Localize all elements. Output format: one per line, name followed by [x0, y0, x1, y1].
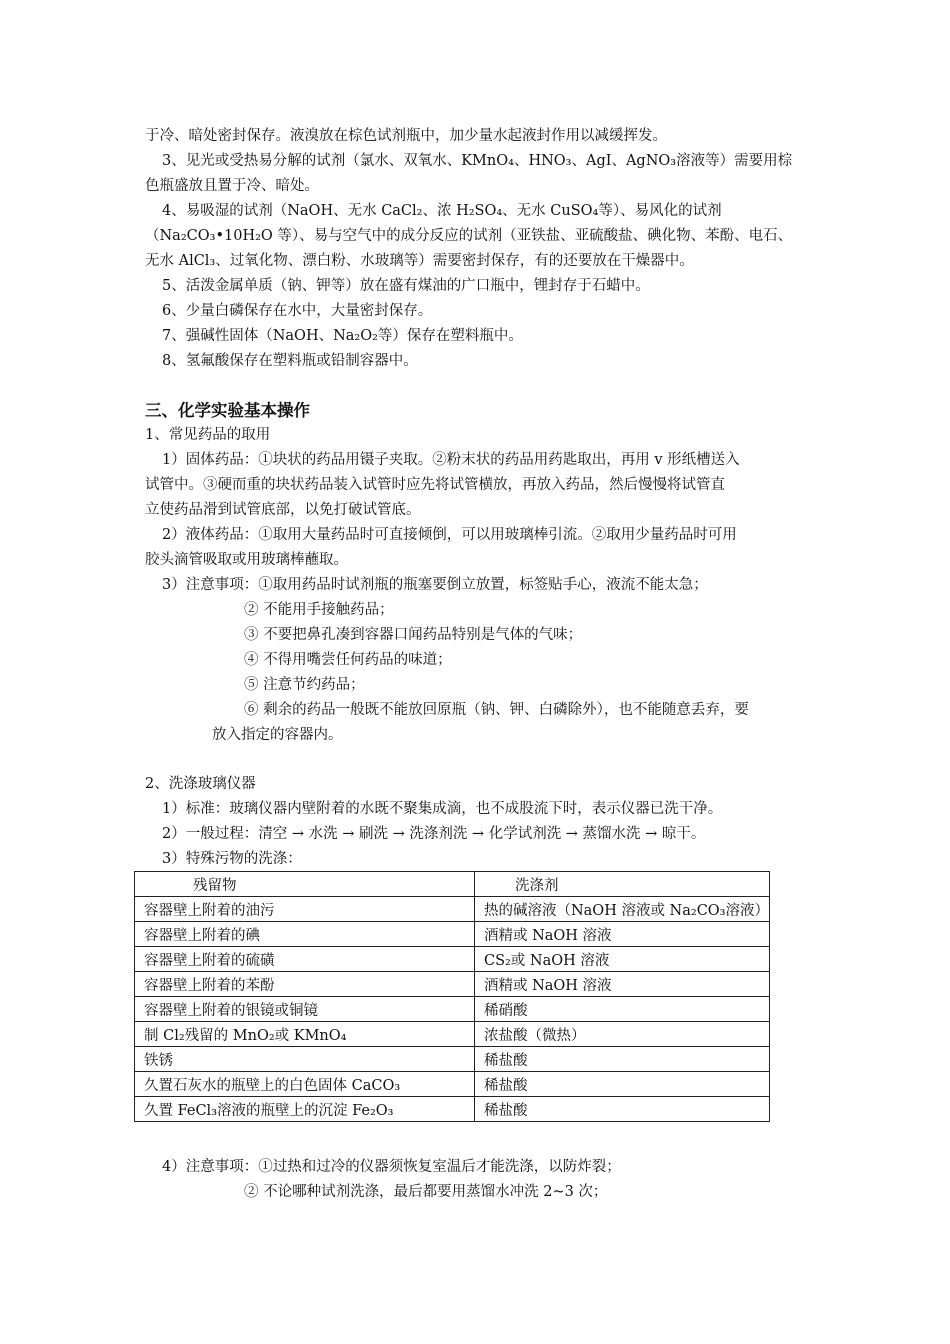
table-row [135, 1072, 770, 1097]
table-cell-residue: 铁锈 [135, 1047, 475, 1072]
table-row [135, 1047, 770, 1072]
text-line: 2）液体药品：①取用大量药品时可直接倾倒，可以用玻璃棒引流。②取用少量药品时可用 [162, 527, 737, 543]
text-line: 2）一般过程：清空 → 水洗 → 刷洗 → 洗涤剂洗 → 化学试剂洗 → 蒸馏水洗 → 晾干。 [162, 826, 706, 842]
text-line: 1）固体药品：①块状的药品用镊子夹取。②粉末状的药品用药匙取出，再用 v 形纸槽送入 [162, 452, 740, 468]
text-line: 8、氢氟酸保存在塑料瓶或铅制容器中。 [162, 353, 418, 369]
subsection-title: 2、洗涤玻璃仪器 [145, 776, 256, 792]
table-row [135, 947, 770, 972]
table-header-detergent: 洗涤剂 [474, 872, 769, 897]
table-cell-residue: 容器壁上附着的油污 [135, 897, 475, 922]
table-row [135, 997, 770, 1022]
subsection-title: 1、常见药品的取用 [145, 427, 271, 443]
text-line: ④ 不得用嘴尝任何药品的味道； [244, 652, 452, 668]
text-line: ⑥ 剩余的药品一般既不能放回原瓶（钠、钾、白磷除外），也不能随意丢弃，要 [244, 702, 749, 718]
text-line: 3）注意事项：①取用药品时试剂瓶的瓶塞要倒立放置，标签贴手心，液流不能太急； [162, 577, 708, 593]
text-line: 试管中。③硬而重的块状药品装入试管时应先将试管横放，再放入药品，然后慢慢将试管直 [145, 477, 725, 493]
table-cell-residue: 制 Cl₂残留的 MnO₂或 KMnO₄ [135, 1022, 475, 1047]
table-cell-detergent: 酒精或 NaOH 溶液 [474, 922, 769, 947]
table-row [135, 972, 770, 997]
washing-table [134, 871, 770, 1122]
table-row [135, 922, 770, 947]
table-cell-detergent: 稀盐酸 [474, 1097, 769, 1122]
table-cell-detergent: CS₂或 NaOH 溶液 [474, 947, 769, 972]
table-cell-residue: 久置 FeCl₃溶液的瓶壁上的沉淀 Fe₂O₃ [135, 1097, 475, 1122]
table-cell-detergent: 稀盐酸 [474, 1047, 769, 1072]
text-line: 4）注意事项：①过热和过冷的仪器须恢复室温后才能洗涤，以防炸裂； [162, 1159, 621, 1175]
text-line: 7、强碱性固体（NaOH、Na₂O₂等）保存在塑料瓶中。 [162, 328, 523, 344]
table-row [135, 1097, 770, 1122]
table-cell-residue: 容器壁上附着的碘 [135, 922, 475, 947]
text-line: 6、少量白磷保存在水中，大量密封保存。 [162, 303, 433, 319]
text-line: 无水 AlCl₃、过氧化物、漂白粉、水玻璃等）需要密封保存，有的还要放在干燥器中。 [145, 253, 694, 269]
text-line: 放入指定的容器内。 [212, 727, 343, 743]
table-cell-residue: 容器壁上附着的硫磺 [135, 947, 475, 972]
table-row [135, 897, 770, 922]
text-line: 4、易吸湿的试剂（NaOH、无水 CaCl₂、浓 H₂SO₄、无水 CuSO₄等）、易风化的试剂 [162, 203, 722, 219]
text-line: 3、见光或受热易分解的试剂（氯水、双氧水、KMnO₄、HNO₃、AgI、AgNO₃溶液等）需要用棕 [162, 153, 793, 169]
text-line: 胶头滴管吸取或用玻璃棒蘸取。 [145, 552, 348, 568]
table-cell-detergent: 稀盐酸 [474, 1072, 769, 1097]
text-line: 色瓶盛放且置于冷、暗处。 [145, 178, 319, 194]
table-cell-residue: 久置石灰水的瓶壁上的白色固体 CaCO₃ [135, 1072, 475, 1097]
table-row [135, 1022, 770, 1047]
table-cell-detergent: 浓盐酸（微热） [474, 1022, 769, 1047]
table-header-residue: 残留物 [135, 872, 475, 897]
table-cell-detergent: 稀硝酸 [474, 997, 769, 1022]
text-line: 于冷、暗处密封保存。液溴放在棕色试剂瓶中，加少量水起液封作用以减缓挥发。 [145, 128, 667, 144]
table-cell-residue: 容器壁上附着的银镜或铜镜 [135, 997, 475, 1022]
text-line: 立使药品滑到试管底部，以免打破试管底。 [145, 502, 421, 518]
table-cell-detergent: 热的碱溶液（NaOH 溶液或 Na₂CO₃溶液） [474, 897, 769, 922]
text-line: 5、活泼金属单质（钠、钾等）放在盛有煤油的广口瓶中，锂封存于石蜡中。 [162, 278, 650, 294]
text-line: 1）标准：玻璃仪器内壁附着的水既不聚集成滴，也不成股流下时，表示仪器已洗干净。 [162, 801, 723, 817]
text-line: ⑤ 注意节约药品； [244, 677, 365, 693]
table-cell-detergent: 酒精或 NaOH 溶液 [474, 972, 769, 997]
section-heading: 三、化学实验基本操作 [145, 401, 310, 420]
text-line: ② 不论哪种试剂洗涤，最后都要用蒸馏水冲洗 2~3 次； [244, 1184, 608, 1200]
table-header-row [135, 872, 770, 897]
text-line: ② 不能用手接触药品； [244, 602, 394, 618]
table-cell-residue: 容器壁上附着的苯酚 [135, 972, 475, 997]
text-line: 3）特殊污物的洗涤： [162, 851, 302, 867]
text-line: ③ 不要把鼻孔凑到容器口闻药品特别是气体的气味； [244, 627, 583, 643]
text-line: （Na₂CO₃•10H₂O 等）、易与空气中的成分反应的试剂（亚铁盐、亚硫酸盐、碘化物、苯酚、电石、 [145, 228, 793, 244]
